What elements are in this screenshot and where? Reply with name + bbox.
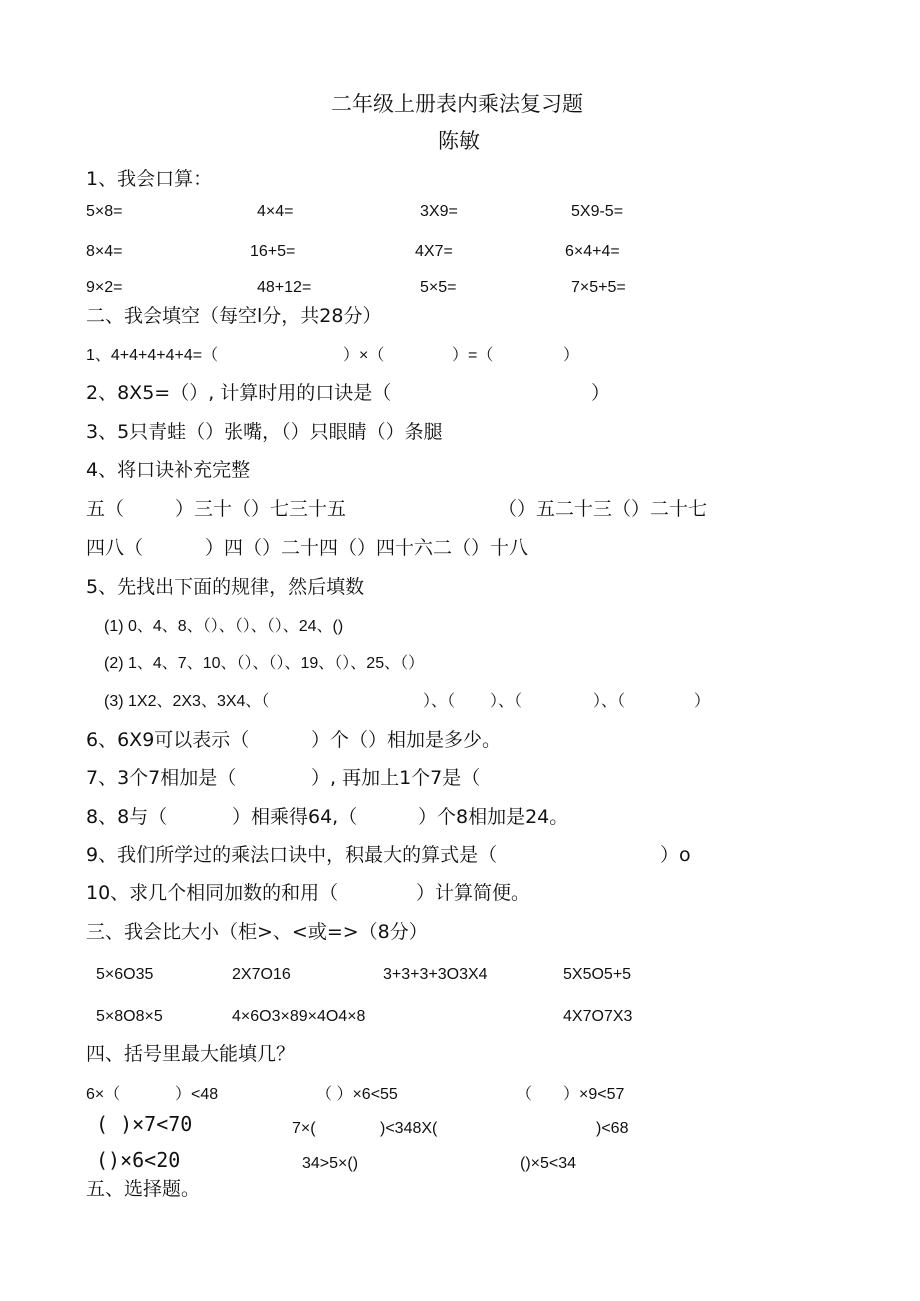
max-fill-item: 7×( — [292, 1120, 316, 1137]
max-fill-item: 6×（ — [86, 1086, 121, 1103]
section-4-heading: 四、括号里最大能填几？ — [86, 1043, 296, 1065]
compare-item: 5×6O35 — [96, 966, 154, 983]
calc-item: 6×4+4= — [565, 243, 620, 260]
fill-q5-1: (1) 0、4、8、（）、（）、（）、24、() — [104, 618, 344, 635]
compare-item: 3+3+3+3O3X4 — [383, 966, 488, 983]
compare-item: 5×8O8×5 — [96, 1008, 163, 1025]
section-3-heading: 三、我会比大小（柜>、<或=>（8分） — [86, 921, 428, 943]
max-fill-item: ( )×7<70 — [96, 1112, 193, 1136]
fill-q5-3: ） — [694, 693, 711, 710]
max-fill-item: ）<48 — [175, 1086, 219, 1103]
fill-q5-3: (3) 1X2、2X3、3X4、（ — [104, 693, 270, 710]
section-2-heading: 二、我会填空（每空l分，共28分） — [86, 305, 382, 327]
max-fill-item: （ — [516, 1086, 533, 1103]
fill-q7: ）, 再加上1个7是（ — [311, 767, 481, 789]
compare-item: 4X7O7X3 — [563, 1008, 633, 1025]
max-fill-item: ()×6<20 — [96, 1148, 181, 1172]
fill-q5-3: ）、（ — [490, 693, 523, 710]
fill-q4-row2: ）四（）二十四（）四十六二（）十八 — [205, 537, 529, 559]
fill-q2: 2、8X5=（）, 计算时用的口诀是（ — [86, 382, 392, 404]
compare-item: 5X5O5+5 — [563, 966, 632, 983]
fill-q5-3: ）、（ — [593, 693, 626, 710]
fill-q5-2: (2) 1、4、7、10、（）、（）、19、（）、25、（） — [104, 655, 425, 672]
calc-item: 4×4= — [257, 203, 294, 220]
fill-q3: 3、5只青蛙（）张嘴，（）只眼睛（）条腿 — [86, 421, 443, 443]
calc-item: 48+12= — [257, 279, 312, 296]
max-fill-item: )<348X( — [380, 1120, 438, 1137]
max-fill-item: ()×5<34 — [520, 1155, 577, 1172]
fill-q4: 4、将口诀补充完整 — [86, 459, 251, 481]
calc-item: 3X9= — [420, 203, 458, 220]
calc-item: 7×5+5= — [571, 279, 626, 296]
page-title: 二年级上册表内乘法复习题 — [331, 92, 583, 116]
fill-q7: 7、3个7相加是（ — [86, 767, 237, 789]
fill-q10: 10、求几个相同加数的和用（ — [86, 882, 339, 904]
fill-q8: 8、8与（ — [86, 806, 168, 828]
fill-q9: ）o — [660, 844, 691, 866]
section-1-heading: 1、我会口算： — [86, 168, 213, 190]
fill-q5-3: ）、（ — [423, 693, 456, 710]
fill-q6: 6、6X9可以表示（ — [86, 729, 250, 751]
fill-q1: ）×（ — [343, 347, 385, 364]
section-5-heading: 五、选择题。 — [86, 1178, 201, 1200]
fill-q4-row2: 四八（ — [86, 537, 144, 559]
fill-q1: ）=（ — [452, 347, 494, 364]
fill-q2: ） — [591, 382, 611, 404]
fill-q5: 5、先找出下面的规律，然后填数 — [86, 576, 365, 598]
compare-item: 4×6O3×89×4O4×8 — [232, 1008, 366, 1025]
calc-item: 4X7= — [415, 243, 453, 260]
max-fill-item: ）×9<57 — [563, 1086, 625, 1103]
calc-item: 8×4= — [86, 243, 123, 260]
fill-q8: ）个8相加是24。 — [418, 806, 569, 828]
compare-item: 2X7O16 — [232, 966, 291, 983]
calc-item: 9×2= — [86, 279, 123, 296]
calc-item: 16+5= — [250, 243, 296, 260]
max-fill-item: )<68 — [596, 1120, 629, 1137]
max-fill-item: （ ）×6<55 — [316, 1086, 398, 1103]
author-name: 陈敏 — [438, 129, 480, 153]
calc-item: 5X9-5= — [571, 203, 624, 220]
fill-q9: 9、我们所学过的乘法口诀中，积最大的算式是（ — [86, 844, 498, 866]
fill-q1: 1、4+4+4+4+4=（ — [86, 347, 219, 364]
fill-q4-row1: （）五二十三（）二十七 — [498, 498, 708, 520]
max-fill-item: 34>5×() — [302, 1155, 359, 1172]
calc-item: 5×5= — [420, 279, 457, 296]
fill-q10: ）计算简便。 — [416, 882, 531, 904]
fill-q4-row1: ）三十（）七三十五 — [175, 498, 347, 520]
fill-q1: ） — [563, 347, 580, 364]
fill-q8: ）相乘得64,（ — [232, 806, 358, 828]
fill-q6: ）个（）相加是多少。 — [311, 729, 502, 751]
calc-item: 5×8= — [86, 203, 123, 220]
fill-q4-row1: 五（ — [86, 498, 125, 520]
